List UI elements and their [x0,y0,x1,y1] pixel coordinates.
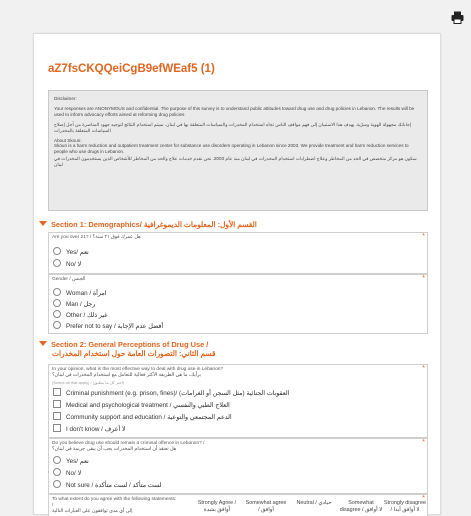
option-criminal-yes[interactable]: Yes/ نعم [53,456,89,466]
disclaimer-heading: Disclaimer: [54,96,77,101]
scale-neutral: Neutral / حيادي [296,500,332,506]
collapse-arrow-icon[interactable] [39,341,47,346]
option-criminal-no[interactable]: No/ لا [53,468,81,478]
required-marker: * [422,495,425,502]
question-agreement-matrix [48,494,428,516]
option-age-yes[interactable]: Yes/ نعم [53,247,89,257]
about-heading: About Skoun: [54,137,82,143]
section-2-subtitle: قسم الثاني: التصورات العامة حول استخدام المخدرات [52,349,216,358]
option-gender-prefer-not[interactable]: Prefer not to say / أفضل عدم الإجابة [53,321,163,331]
question-criminal-label: Do you believe drug use should remain a criminal offence in Lebanon? / هل تعتقد أن استخدام المخدرات يجب أن يبقى جريمة في لبنان؟ [52,441,205,452]
option-gender-man[interactable]: Man / رجل [53,299,95,309]
section-2-header[interactable] [39,340,216,358]
question-approach [48,364,428,438]
radio-button[interactable] [53,321,61,329]
required-marker: * [422,439,425,446]
question-criminal-offence [48,438,428,494]
section-1-header[interactable] [39,220,257,229]
disclaimer-text-ar: إجاباتك مجهولة الهوية وسرّية. يهدف هذا الاستبيان إلى فهم مواقف الناس تجاه استخدام المخدرات والسياسات المتعلقة بها في لبنان. سيتم استخدام النتائج لتوجيه جهود المناصرة من أجل إصلاح السياسات المتعلقة بالمخدرات [54,121,412,133]
form-page [33,33,441,515]
option-gender-woman[interactable]: Woman / امرأة [53,288,107,298]
disclaimer-box [48,90,428,211]
disclaimer-text-en: Your responses are ANONYMOUS and confidential. The purpose of this survey is to understand public attitudes toward drug use and drug policies in Lebanon. The results will be used to inform advocacy efforts aimed at reforming drug policies [54,105,415,117]
required-marker: * [422,233,425,240]
form-title: aZ7fsCKQQeiCgB9efWEaf5 (1) [48,63,215,75]
radio-button[interactable] [53,247,61,255]
option-criminal-punishment[interactable]: Criminal punishment (e.g. prison, fines)/ العقوبات الجنائية (مثل السجن أو الغرامات) [53,388,289,398]
print-icon[interactable] [451,11,464,24]
option-community-support[interactable]: Community support and education / الدعم المجتمعي والتوعية [53,412,232,422]
checkbox[interactable] [53,400,61,408]
checkbox[interactable] [53,388,61,396]
radio-button[interactable] [53,456,61,464]
question-gender [48,274,428,334]
radio-button[interactable] [53,480,61,488]
radio-button[interactable] [53,288,61,296]
option-medical-treatment[interactable]: Medical and psychological treatment / العلاج الطبي والنفسي [53,400,230,410]
required-marker: * [422,365,425,372]
section-2-title: Section 2: General Perceptions of Drug Use / [51,340,209,349]
option-gender-other[interactable]: Other / غير ذلك [53,310,107,320]
required-marker: * [422,275,425,282]
radio-button[interactable] [53,299,61,307]
section-1-title: Section 1: Demographics/ القسم الأول: المعلومات الديموغرافية [51,220,257,229]
question-gender-label: Gender / الجنس [52,277,86,282]
option-criminal-not-sure[interactable]: Not sure / لست متأكد / لست متأكدة [53,480,162,490]
radio-button[interactable] [53,310,61,318]
checkbox[interactable] [53,424,61,432]
scale-strongly-disagree: Strongly disagree / لا أوافق أبدا [384,500,426,513]
radio-button[interactable] [53,468,61,476]
about-text-ar: سكون هو مركز متخصص في الحد من المخاطر وعلاج اضطرابات استخدام المخدرات في لبنان منذ عام 2003. نحن نقدم خدمات علاج والحد من المخاطر للأشخاص الذين يستخدمون المخدرات في لبنان [54,156,417,168]
about-text-en: Skoun is a harm reduction and outpatient treatment center for substance use disorders operating in Lebanon since 2003. We provide treatment and harm reduction services to people who use drugs in Lebanon. [54,143,409,155]
scale-somewhat-agree: Somewhat agree / أوافق [245,500,287,513]
question-approach-label: In your opinion, what is the most effective way to deal with drug use in Lebanon? برأيك، ما هي الطريقة الأكثر فعالية للتعامل مع استخدام المخدرات في لبنان؟ [52,367,224,378]
scale-strongly-agree: Strongly Agree / أوافق بشدة [197,500,237,513]
scale-somewhat-disagree: Somewhat disagree / لا أوافق [339,500,383,513]
collapse-arrow-icon[interactable] [39,221,47,226]
option-dont-know[interactable]: I don't know / لا أعرف [53,424,126,434]
question-agree-label: To what extent do you agree with the following statements: / إلى أي مدى توافقون على العبارات التالية [52,497,177,514]
option-age-no[interactable]: No/ لا [53,259,81,269]
question-age [48,232,428,274]
checkbox[interactable] [53,412,61,420]
question-age-label: Are you over 21? / هل عمرك فوق ٢١ سنة؟ [52,235,141,240]
select-all-hint: (Select all that apply) / (اختر كل ما ينطبق) [52,380,125,385]
radio-button[interactable] [53,259,61,267]
